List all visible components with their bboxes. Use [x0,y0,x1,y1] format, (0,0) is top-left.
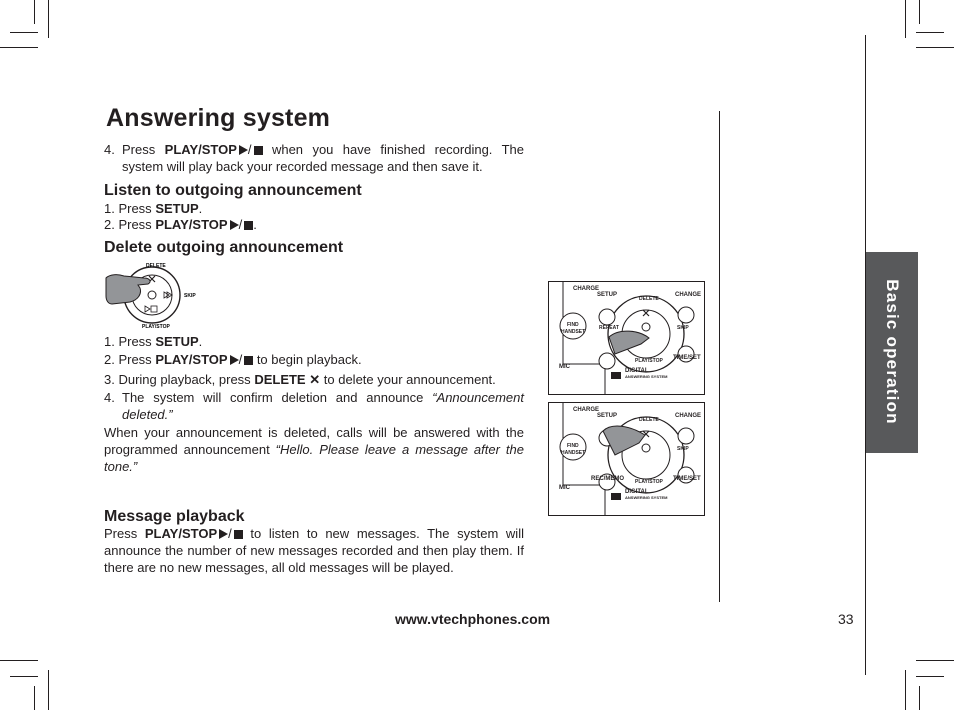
delete-step3: 3. During playback, press DELETE ✕ to delete your announcement. [104,372,496,387]
delete-step2: 2. Press PLAY/STOP / to begin playback. [104,352,362,367]
crop-mark [0,47,38,48]
crop-mark [916,660,954,661]
page-title: Answering system [106,104,331,132]
side-tab [866,252,918,453]
stop-icon [234,530,243,539]
delete-step4-text: The system will confirm deletion and announce “Announcement deleted.” [122,390,524,422]
dial-illustration [104,260,204,330]
delete-step4-number: 4. [104,390,115,405]
dial-delete-label: DELETE [146,263,166,269]
crop-mark [905,0,906,38]
crop-mark [919,0,920,24]
step4-text: Press PLAY/STOP / when you have finished recording. The system will play back your recorded message and then save it. [122,142,524,174]
column-divider [719,111,720,602]
delete-step1: 1. Press SETUP. [104,334,203,349]
crop-mark [905,670,906,710]
stop-icon [244,356,253,365]
stop-icon [254,146,263,155]
dial-skip-label: SKIP [184,293,196,299]
play-icon [230,220,239,230]
play-icon [230,355,239,365]
step4-number: 4. [104,142,115,157]
crop-mark [916,676,944,677]
delete-heading: Delete outgoing announcement [104,239,344,256]
crop-mark [34,686,35,710]
stop-icon [244,221,253,230]
device-panel-top: CHARGE SETUP CHANGE DELETE FIND HANDSET REPEAT SKIP PLAY/STOP TIME/SET MIC DIGITAL ANSWERING SYSTEM [548,281,705,395]
crop-mark [10,676,38,677]
listen-heading: Listen to outgoing announcement [104,182,362,199]
crop-mark [48,0,49,38]
footer-url[interactable]: www.vtechphones.com [395,611,551,627]
crop-mark [48,670,49,710]
playback-heading: Message playback [104,508,245,525]
playback-text: Press PLAY/STOP / to listen to new messages. The system will announce the number of new messages recorded and then play them. If there are no new messages, all old messages will be played. [104,526,524,575]
play-icon [219,529,228,539]
crop-mark [919,686,920,710]
device-panel-bottom: CHARGE SETUP CHANGE DELETE FIND HANDSET SKIP REC/MEMO PLAY/STOP TIME/SET MIC DIGITAL ANSWERING SYSTEM [548,402,705,516]
crop-mark [0,660,38,661]
page-number: 33 [838,611,854,627]
play-icon [239,145,248,155]
crop-mark [916,47,954,48]
crop-mark [34,0,35,24]
delete-note: When your announcement is deleted, calls will be answered with the programmed announcement “Hello. Please leave a message after the tone.” [104,425,524,474]
delete-x-icon: ✕ [309,372,321,387]
crop-mark [916,32,944,33]
listen-step2: 2. Press PLAY/STOP / . [104,217,257,232]
dial-playstop-label: PLAY/STOP [142,324,170,330]
crop-mark [10,32,38,33]
listen-step1: 1. Press SETUP. [104,201,203,216]
side-tab-label: Basic operation [883,279,902,425]
